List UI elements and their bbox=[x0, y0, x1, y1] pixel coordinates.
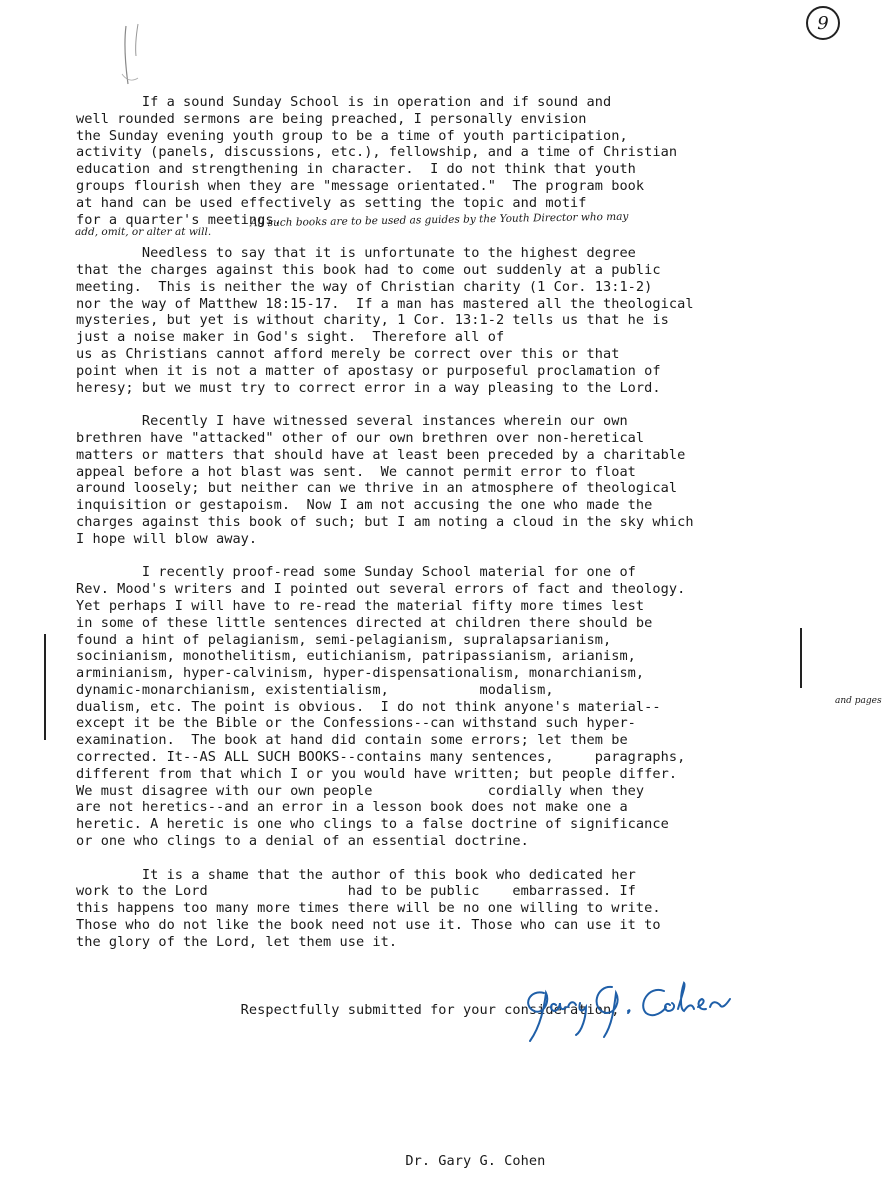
margin-bracket-left bbox=[44, 634, 46, 740]
text-line: work to the Lord had to be public embarrassed. If bbox=[76, 883, 636, 900]
text-line: groups flourish when they are "message orientated." The program book bbox=[76, 177, 645, 194]
text-line: that the charges against this book had to come out suddenly at a public bbox=[76, 261, 661, 278]
paragraph bbox=[76, 245, 836, 396]
text-line: dualism, etc. The point is obvious. I do not think anyone's material-- bbox=[76, 698, 661, 715]
text-line: the Sunday evening youth group to be a time of youth participation, bbox=[76, 127, 628, 144]
text-line: matters or matters that should have at least been preceded by a charitable bbox=[76, 446, 686, 463]
text-line: at hand can be used effectively as setting the topic and motif bbox=[76, 194, 587, 211]
text-line: heretic. A heretic is one who clings to a false doctrine of significance bbox=[76, 816, 669, 833]
text-line: We must disagree with our own people cordially when they bbox=[76, 782, 645, 799]
text-line: for a quarter's meetings. bbox=[76, 211, 282, 228]
handwritten-and-pages: and pages bbox=[835, 696, 882, 706]
text-line: found a hint of pelagianism, semi-pelagianism, supralapsarianism, bbox=[76, 631, 612, 648]
text-line: inquisition or gestapoism. Now I am not accusing the one who made the bbox=[76, 497, 653, 514]
text-line: different from that which I or you would have written; but people differ. bbox=[76, 765, 678, 782]
text-line: Recently I have witnessed several instances wherein our own bbox=[76, 413, 628, 430]
pencil-mark bbox=[118, 22, 148, 92]
text-line: Yet perhaps I will have to re-read the material fifty more times lest bbox=[76, 597, 645, 614]
margin-bracket-right bbox=[800, 628, 802, 688]
text-line: except it be the Bible or the Confessions--can withstand such hyper- bbox=[76, 715, 636, 732]
page-number: 9 bbox=[806, 6, 840, 40]
text-line: heresy; but we must try to correct error in a way pleasing to the Lord. bbox=[76, 379, 661, 396]
text-line: socinianism, monothelitism, eutichianism, patripassianism, arianism, bbox=[76, 648, 636, 665]
text-line: this happens too many more times there will be no one willing to write. bbox=[76, 900, 661, 917]
text-line: the glory of the Lord, let them use it. bbox=[76, 933, 398, 950]
text-line: well rounded sermons are being preached, I personally envision bbox=[76, 110, 587, 127]
text-line: If a sound Sunday School is in operation and if sound and bbox=[76, 94, 612, 110]
text-line: nor the way of Matthew 18:15-17. If a man has mastered all the theological bbox=[76, 295, 694, 312]
text-line: brethren have "attacked" other of our own brethren over non-heretical bbox=[76, 429, 645, 446]
text-line: education and strengthening in character. I do not think that youth bbox=[76, 161, 636, 178]
paragraph bbox=[76, 867, 836, 951]
text-line: around loosely; but neither can we thrive in an atmosphere of theological bbox=[76, 480, 678, 497]
paragraph bbox=[76, 564, 836, 850]
text-line: appeal before a hot blast was sent. We cannot permit error to float bbox=[76, 463, 636, 480]
text-line: corrected. It--AS ALL SUCH BOOKS--contains many sentences, paragraphs, bbox=[76, 749, 686, 766]
closing-line: Respectfully submitted for your consideration, bbox=[76, 1001, 620, 1018]
paragraph bbox=[76, 413, 836, 547]
text-line: just a noise maker in God's sight. Therefore all of bbox=[76, 329, 505, 346]
text-line: I hope will blow away. bbox=[76, 530, 258, 547]
text-line: or one who clings to a denial of an essential doctrine. bbox=[76, 833, 529, 850]
text-line: Rev. Mood's writers and I pointed out several errors of fact and theology. bbox=[76, 581, 686, 598]
text-line: meeting. This is neither the way of Christian charity (1 Cor. 13:1-2) bbox=[76, 278, 653, 295]
signature bbox=[516, 975, 736, 1045]
text-line: I recently proof-read some Sunday School material for one of bbox=[76, 564, 636, 581]
text-line: It is a shame that the author of this book who dedicated her bbox=[76, 866, 636, 883]
text-line: us as Christians cannot afford merely be correct over this or that bbox=[76, 345, 620, 362]
text-line: dynamic-monarchianism, existentialism, modalism, bbox=[76, 681, 554, 698]
paragraph bbox=[76, 94, 836, 228]
signer-name: Dr. Gary G. Cohen bbox=[76, 1152, 546, 1169]
text-line: examination. The book at hand did contain some errors; let them be bbox=[76, 732, 628, 749]
text-line: mysteries, but yet is without charity, 1 Cor. 13:1-2 tells us that he is bbox=[76, 312, 669, 329]
text-line: arminianism, hyper-calvinism, hyper-dispensationalism, monarchianism, bbox=[76, 665, 645, 682]
text-line: charges against this book of such; but I am noting a cloud in the sky which bbox=[76, 513, 694, 530]
text-line: activity (panels, discussions, etc.), fellowship, and a time of Christian bbox=[76, 144, 678, 161]
text-line: in some of these little sentences directed at children there should be bbox=[76, 614, 653, 631]
text-line: Needless to say that it is unfortunate to the highest degree bbox=[76, 245, 636, 262]
text-line: Those who do not like the book need not use it. Those who can use it to bbox=[76, 917, 661, 934]
text-line: point when it is not a matter of apostasy or purposeful proclamation of bbox=[76, 362, 661, 379]
handwritten-note-continued: add, omit, or alter at will. bbox=[75, 226, 212, 238]
handwritten-note: All such books are to be used as guides by the Youth Director who may bbox=[249, 210, 629, 230]
text-line: are not heretics--and an error in a lesson book does not make one a bbox=[76, 799, 628, 816]
